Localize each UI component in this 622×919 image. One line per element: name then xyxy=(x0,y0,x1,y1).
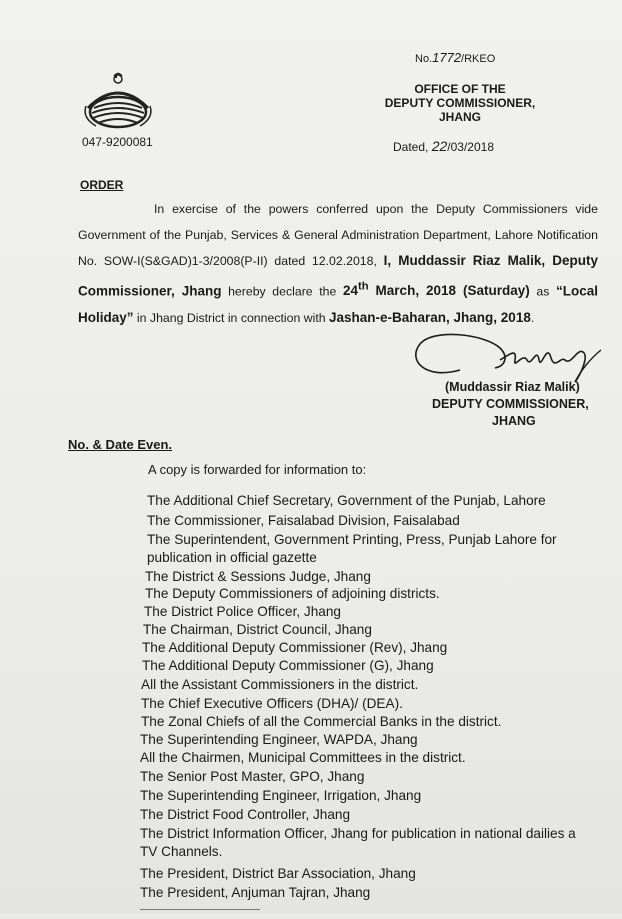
order-holiday-type: “Local Holiday” xyxy=(78,283,598,325)
list-item-text: The District Police Officer, Jhang xyxy=(144,604,341,619)
dated-label: Dated, xyxy=(393,140,429,154)
list-item-text: The Deputy Commissioners of adjoining districts. xyxy=(145,586,440,601)
list-item-text: The Commissioner, Faisalabad Division, Faisalabad xyxy=(147,513,460,528)
list-item-text: The Additional Deputy Commissioner (Rev), Jhang xyxy=(142,640,448,655)
list-item-text: The Superintendent, Government Printing, Press, Punjab Lahore for xyxy=(147,532,557,547)
list-item-text: The Zonal Chiefs of all the Commercial Banks in the district. xyxy=(141,714,502,729)
list-item-text: The District & Sessions Judge, Jhang xyxy=(145,569,371,584)
list-item-text: The President, District Bar Association, Jhang xyxy=(140,866,416,881)
endorsement-heading: No. & Date Even. xyxy=(68,437,173,452)
order-heading: ORDER xyxy=(80,178,124,192)
order-text-1: In exercise of the powers conferred upon the Deputy Commissioners vide Government of the Punjab, Services & General Administration Department, Lahore Notification No. SOW-I(S&GAD)1-3/2008(P-II) dated 12.02.2018, xyxy=(78,202,598,268)
reference-number xyxy=(415,50,495,65)
office-line-3: JHANG xyxy=(438,110,481,124)
reference-prefix: No. xyxy=(415,53,433,65)
list-item-text: The President, Anjuman Tajran, Jhang xyxy=(140,885,371,900)
order-text-4: in Jhang District in connection with xyxy=(133,310,329,325)
order-event: Jashan-e-Baharan, Jhang, 2018 xyxy=(329,309,531,325)
list-item-text: The Superintending Engineer, WAPDA, Jhang xyxy=(140,732,418,747)
office-line-2: DEPUTY COMMISSIONER, xyxy=(384,96,536,110)
order-text-2: hereby declare the xyxy=(221,284,343,298)
list-item-text: The District Information Officer, Jhang for publication in national dailies a xyxy=(140,826,576,841)
dated-month-year: /03/2018 xyxy=(447,140,494,154)
dated-handwritten-day: 22 xyxy=(431,138,448,154)
list-item-text: The Chief Executive Officers (DHA)/ (DEA). xyxy=(141,696,403,711)
list-item-text: All the Chairmen, Municipal Committees in the district. xyxy=(140,750,466,765)
office-phone-number: 047-9200081 xyxy=(82,135,153,149)
reference-handwritten-number: 1772 xyxy=(432,50,462,65)
order-text-3: as xyxy=(529,284,556,298)
list-item-text: The Superintending Engineer, Irrigation, Jhang xyxy=(140,788,422,803)
list-item-text-continued: TV Channels. xyxy=(140,844,223,859)
list-item-text: The Additional Chief Secretary, Government of the Punjab, Lahore xyxy=(147,493,546,508)
cropped-list-line xyxy=(140,904,260,919)
signatory-name: (Muddassir Riaz Malik) xyxy=(445,380,580,394)
list-item-text: The Additional Deputy Commissioner (G), Jhang xyxy=(142,658,434,673)
order-paragraph xyxy=(78,197,598,331)
endorsement-intro: A copy is forwarded for information to: xyxy=(148,462,367,477)
list-item-text-continued: publication in official gazette xyxy=(147,550,317,565)
order-authority: I, Muddassir Riaz Malik, Deputy Commissioner, Jhang xyxy=(78,253,598,298)
order-date: 24th March, 2018 (Saturday) xyxy=(342,280,530,298)
office-line-1: OFFICE OF THE xyxy=(414,82,506,96)
handwritten-signature xyxy=(405,330,605,386)
list-item-text: All the Assistant Commissioners in the district. xyxy=(141,677,419,692)
office-heading xyxy=(360,82,560,124)
punjab-government-emblem xyxy=(78,70,158,130)
signatory-place: JHANG xyxy=(492,414,536,428)
order-text-5: . xyxy=(530,310,535,325)
list-item-text: The Chairman, District Council, Jhang xyxy=(143,622,372,637)
date-line xyxy=(393,138,494,154)
list-item-text: The Senior Post Master, GPO, Jhang xyxy=(140,769,365,784)
list-item-text: The District Food Controller, Jhang xyxy=(140,807,351,822)
signatory-designation: DEPUTY COMMISSIONER, xyxy=(432,397,589,411)
reference-suffix: /RKEO xyxy=(461,53,496,65)
